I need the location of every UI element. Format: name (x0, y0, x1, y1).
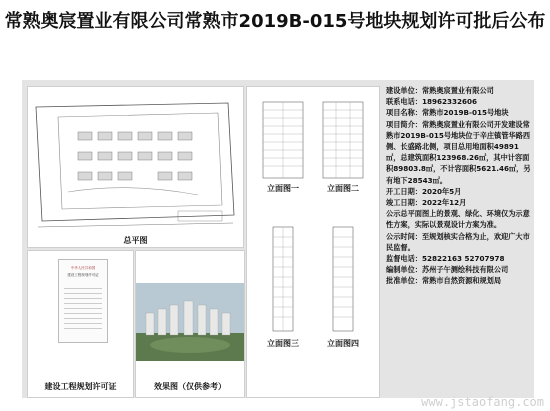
info-supervision-phone: 监督电话：52822163 52707978 (386, 254, 505, 264)
permit-panel (27, 250, 134, 398)
elevation-one-drawing (262, 100, 304, 180)
elevation-four-caption: 立面图四 (327, 339, 359, 348)
render-panel (135, 250, 245, 398)
permit-doc-head: 中华人民共和国 (70, 266, 96, 270)
watermark: www.jstaofang.com (421, 395, 544, 409)
render-caption: 效果图（仅供参考） (154, 382, 226, 391)
render-image (136, 283, 244, 361)
permit-document (58, 259, 108, 343)
page-title: 常熟奥宸置业有限公司常熟市2019B-015号地块规划许可批后公布 (4, 11, 546, 32)
site-plan-drawing (28, 87, 243, 237)
elevation-three-caption: 立面图三 (267, 339, 299, 348)
permit-doc-lines (64, 284, 102, 330)
info-approving-unit: 批准单位：常熟市自然资源和规划局 (386, 276, 502, 286)
info-project-summary: 项目简介：常熟奥宸置业有限公司开发建设常熟市2019B-015号地块位于辛庄镇管华路西侧、长盛路北侧，项目总用地面积49891㎡，总建筑面积123968.26㎡，其中计容面积89803.8㎡，不计容面积5621.46㎡，另有地下28543㎡。 (386, 119, 531, 185)
info-project-name: 项目名称：常熟市2019B-015号地块 (386, 108, 509, 118)
info-start-date: 开工日期：2020年5月 (386, 186, 462, 196)
elevation-four-drawing (330, 225, 356, 333)
info-construction-unit: 建设单位：常熟奥宸置业有限公司 (386, 86, 494, 95)
elevation-two-drawing (322, 100, 364, 180)
permit-caption: 建设工程规划许可证 (44, 382, 117, 391)
info-landscape-note: 公示总平面图上的景观、绿化、环境仅为示意性方案，实际以景观设计方案为准。 (386, 209, 530, 230)
permit-doc-name: 建设工程规划许可证 (67, 273, 99, 277)
info-notice-period: 公示时间：至规划核实合格为止，欢迎广大市民监督。 (386, 231, 530, 252)
elevation-three-drawing (270, 225, 296, 333)
elevation-one-caption: 立面图一 (267, 184, 299, 193)
site-plan-caption: 总平图 (123, 236, 148, 245)
elevation-two-caption: 立面图二 (327, 184, 359, 193)
info-compiling-unit: 编制单位：苏州子午测绘科技有限公司 (386, 265, 509, 275)
info-phone: 联系电话：18962332606 (386, 97, 477, 107)
project-info (386, 85, 531, 287)
site-plan-panel (27, 86, 244, 248)
info-completion-date: 竣工日期：2022年12月 (386, 198, 467, 208)
